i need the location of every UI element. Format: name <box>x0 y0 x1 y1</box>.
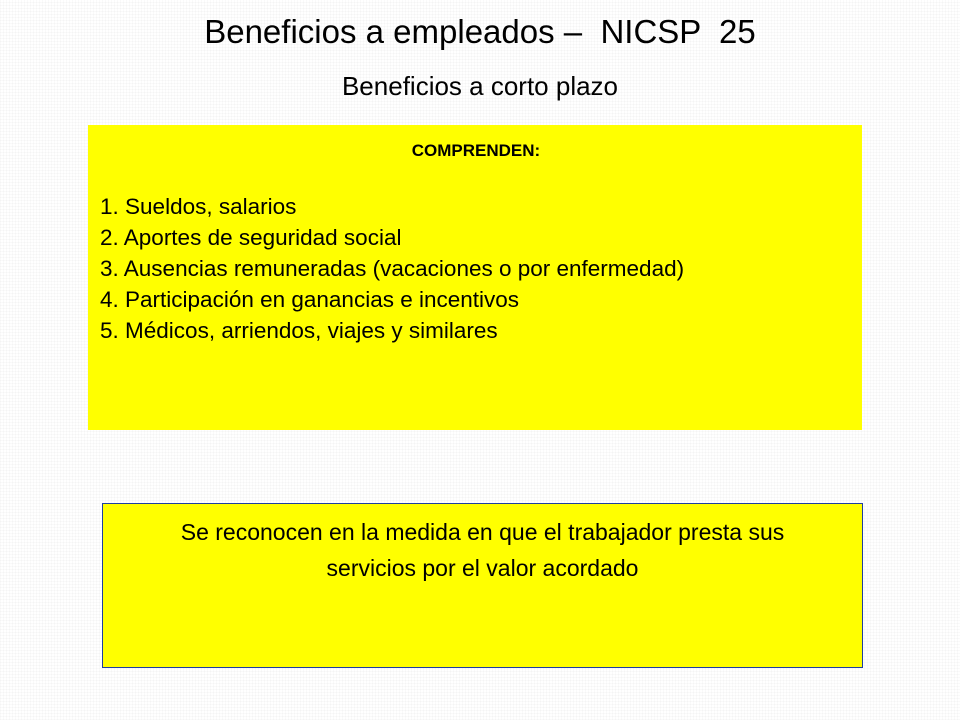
list-item <box>100 222 852 253</box>
list-item-text: Participación en ganancias e incentivos <box>125 287 520 312</box>
list-item-number: 2. <box>100 225 119 250</box>
list-item-number: 1. <box>100 194 119 219</box>
list-item-text: Sueldos, salarios <box>125 194 297 219</box>
list-item-number: 5. <box>100 318 119 343</box>
list-item-text: Médicos, arriendos, viajes y similares <box>125 318 498 343</box>
list-item <box>100 191 852 222</box>
benefits-list <box>100 191 852 346</box>
slide-subtitle: Beneficios a corto plazo <box>341 71 619 101</box>
list-item <box>100 284 852 315</box>
list-item <box>100 253 852 284</box>
list-item-text: Aportes de seguridad social <box>123 225 402 250</box>
list-item-number: 3. <box>100 256 119 281</box>
slide-title: Beneficios a empleados – NICSP 25 <box>204 13 756 50</box>
recognition-note-box <box>102 503 863 668</box>
list-item-text-block <box>100 253 852 284</box>
list-item <box>100 315 852 346</box>
benefits-list-box <box>88 125 862 430</box>
list-item-number: 4. <box>100 287 119 312</box>
list-item-text: Ausencias remuneradas (vacaciones o por enfermedad) <box>123 256 685 281</box>
list-heading: COMPRENDEN: <box>411 141 541 160</box>
recognition-note-text: Se reconocen en la medida en que el trabajador presta sus servicios por el valor acordado <box>180 519 785 581</box>
